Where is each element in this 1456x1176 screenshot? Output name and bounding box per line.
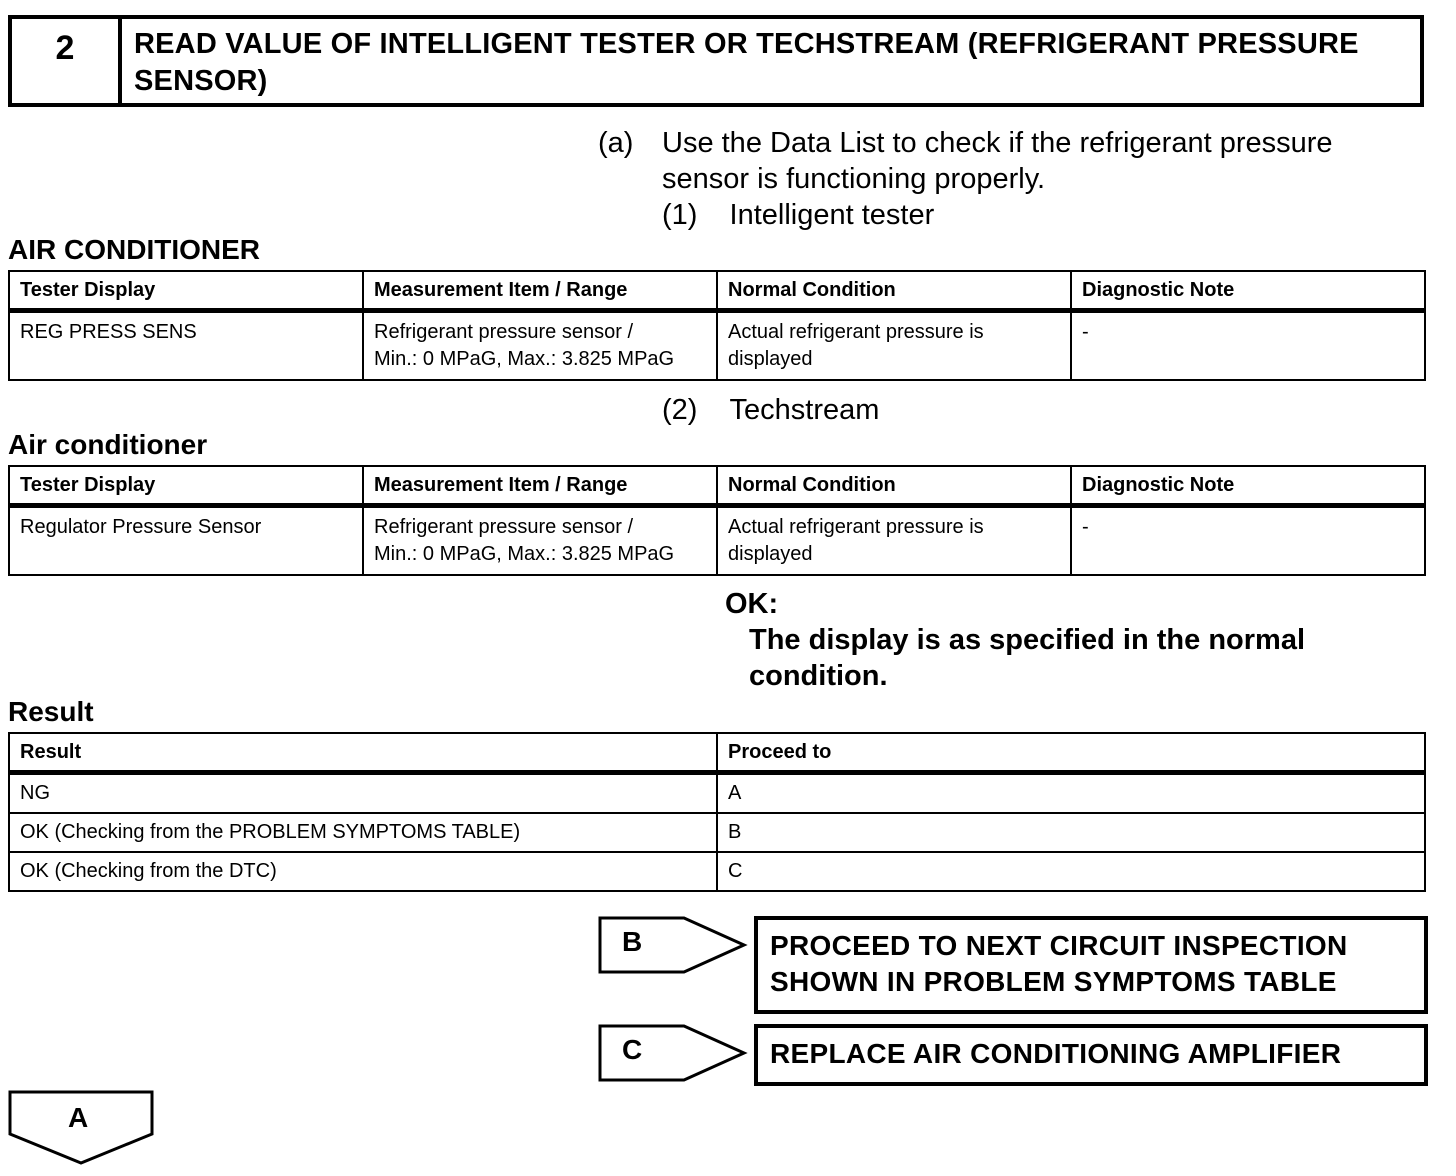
- tester-display-cell: REG PRESS SENS: [9, 311, 363, 381]
- normal-condition-cell: [717, 506, 1071, 576]
- table-header-cell: Proceed to: [717, 733, 1425, 773]
- data-list-table-techstream: [8, 465, 1426, 576]
- instruction-sub2-label: (2): [662, 394, 698, 426]
- table-header-row: [9, 271, 1425, 311]
- table-header-cell: Result: [9, 733, 717, 773]
- branch-b-arrow[interactable]: [598, 916, 748, 974]
- branch-b-action: PROCEED TO NEXT CIRCUIT INSPECTION SHOWN IN PROBLEM SYMPTOMS TABLE: [754, 916, 1428, 1014]
- ok-criteria: [725, 586, 1389, 694]
- branch-a-label: A: [68, 1102, 89, 1133]
- instruction-a-label: (a): [598, 127, 634, 159]
- measurement-item-cell: [363, 311, 717, 381]
- proceed-cell: A: [717, 773, 1425, 814]
- normal-condition-line: displayed: [728, 348, 813, 370]
- table-header-row: [9, 733, 1425, 773]
- instruction-sub1: [662, 197, 934, 233]
- table-row: [9, 311, 1425, 381]
- measurement-item-cell: [363, 506, 717, 576]
- right-arrow-icon: [598, 1024, 748, 1082]
- proceed-cell: B: [717, 813, 1425, 852]
- proceed-cell: C: [717, 852, 1425, 891]
- table-header-cell: Normal Condition: [717, 271, 1071, 311]
- result-cell: OK (Checking from the PROBLEM SYMPTOMS TABLE): [9, 813, 717, 852]
- table-header-cell: Normal Condition: [717, 466, 1071, 506]
- table-header-row: [9, 466, 1425, 506]
- instruction-sub2: [662, 392, 879, 428]
- instruction-a-text: Use the Data List to check if the refrigerant pressure sensor is functioning properly.: [662, 127, 1333, 195]
- table-header-cell: Tester Display: [9, 271, 363, 311]
- result-title: Result: [8, 696, 94, 727]
- step-title: READ VALUE OF INTELLIGENT TESTER OR TECHSTREAM (REFRIGERANT PRESSURE SENSOR): [134, 28, 1359, 97]
- result-cell: NG: [9, 773, 717, 814]
- step-header: [8, 15, 1424, 107]
- table-row: [9, 813, 1425, 852]
- table-header-cell: Tester Display: [9, 466, 363, 506]
- table1-title: AIR CONDITIONER: [8, 234, 260, 265]
- right-arrow-icon: [598, 916, 748, 974]
- measurement-item-line: Refrigerant pressure sensor /: [374, 516, 634, 538]
- step-number: 2: [12, 19, 122, 103]
- data-list-table-intelligent-tester: [8, 270, 1426, 381]
- normal-condition-line: Actual refrigerant pressure is: [728, 321, 984, 343]
- ok-label: OK:: [725, 588, 779, 620]
- ok-text: The display is as specified in the normal condition.: [749, 624, 1305, 692]
- instruction-sub1-text: Intelligent tester: [729, 199, 935, 231]
- diagnostic-note-cell: -: [1071, 311, 1425, 381]
- table-row: [9, 506, 1425, 576]
- measurement-range-line: Min.: 0 MPaG, Max.: 3.825 MPaG: [374, 348, 675, 370]
- branch-b-label: B: [622, 926, 643, 957]
- instruction-a: [598, 125, 1398, 197]
- instruction-sub1-label: (1): [662, 199, 698, 231]
- normal-condition-line: displayed: [728, 543, 813, 565]
- table-row: [9, 773, 1425, 814]
- instruction-sub2-text: Techstream: [729, 394, 880, 426]
- normal-condition-cell: [717, 311, 1071, 381]
- table-header-cell: Measurement Item / Range: [363, 271, 717, 311]
- branch-c-action: REPLACE AIR CONDITIONING AMPLIFIER: [754, 1024, 1428, 1086]
- table-header-cell: Diagnostic Note: [1071, 271, 1425, 311]
- measurement-item-line: Refrigerant pressure sensor /: [374, 321, 634, 343]
- table-header-cell: Measurement Item / Range: [363, 466, 717, 506]
- measurement-range-line: Min.: 0 MPaG, Max.: 3.825 MPaG: [374, 543, 675, 565]
- table-header-cell: Diagnostic Note: [1071, 466, 1425, 506]
- branch-c-arrow[interactable]: [598, 1024, 748, 1082]
- tester-display-cell: Regulator Pressure Sensor: [9, 506, 363, 576]
- result-cell: OK (Checking from the DTC): [9, 852, 717, 891]
- result-table: [8, 732, 1426, 892]
- branch-a-arrow[interactable]: [8, 1090, 154, 1166]
- table-row: [9, 852, 1425, 891]
- branch-c-label: C: [622, 1034, 643, 1065]
- table2-title: Air conditioner: [8, 429, 208, 460]
- diagnostic-note-cell: -: [1071, 506, 1425, 576]
- normal-condition-line: Actual refrigerant pressure is: [728, 516, 984, 538]
